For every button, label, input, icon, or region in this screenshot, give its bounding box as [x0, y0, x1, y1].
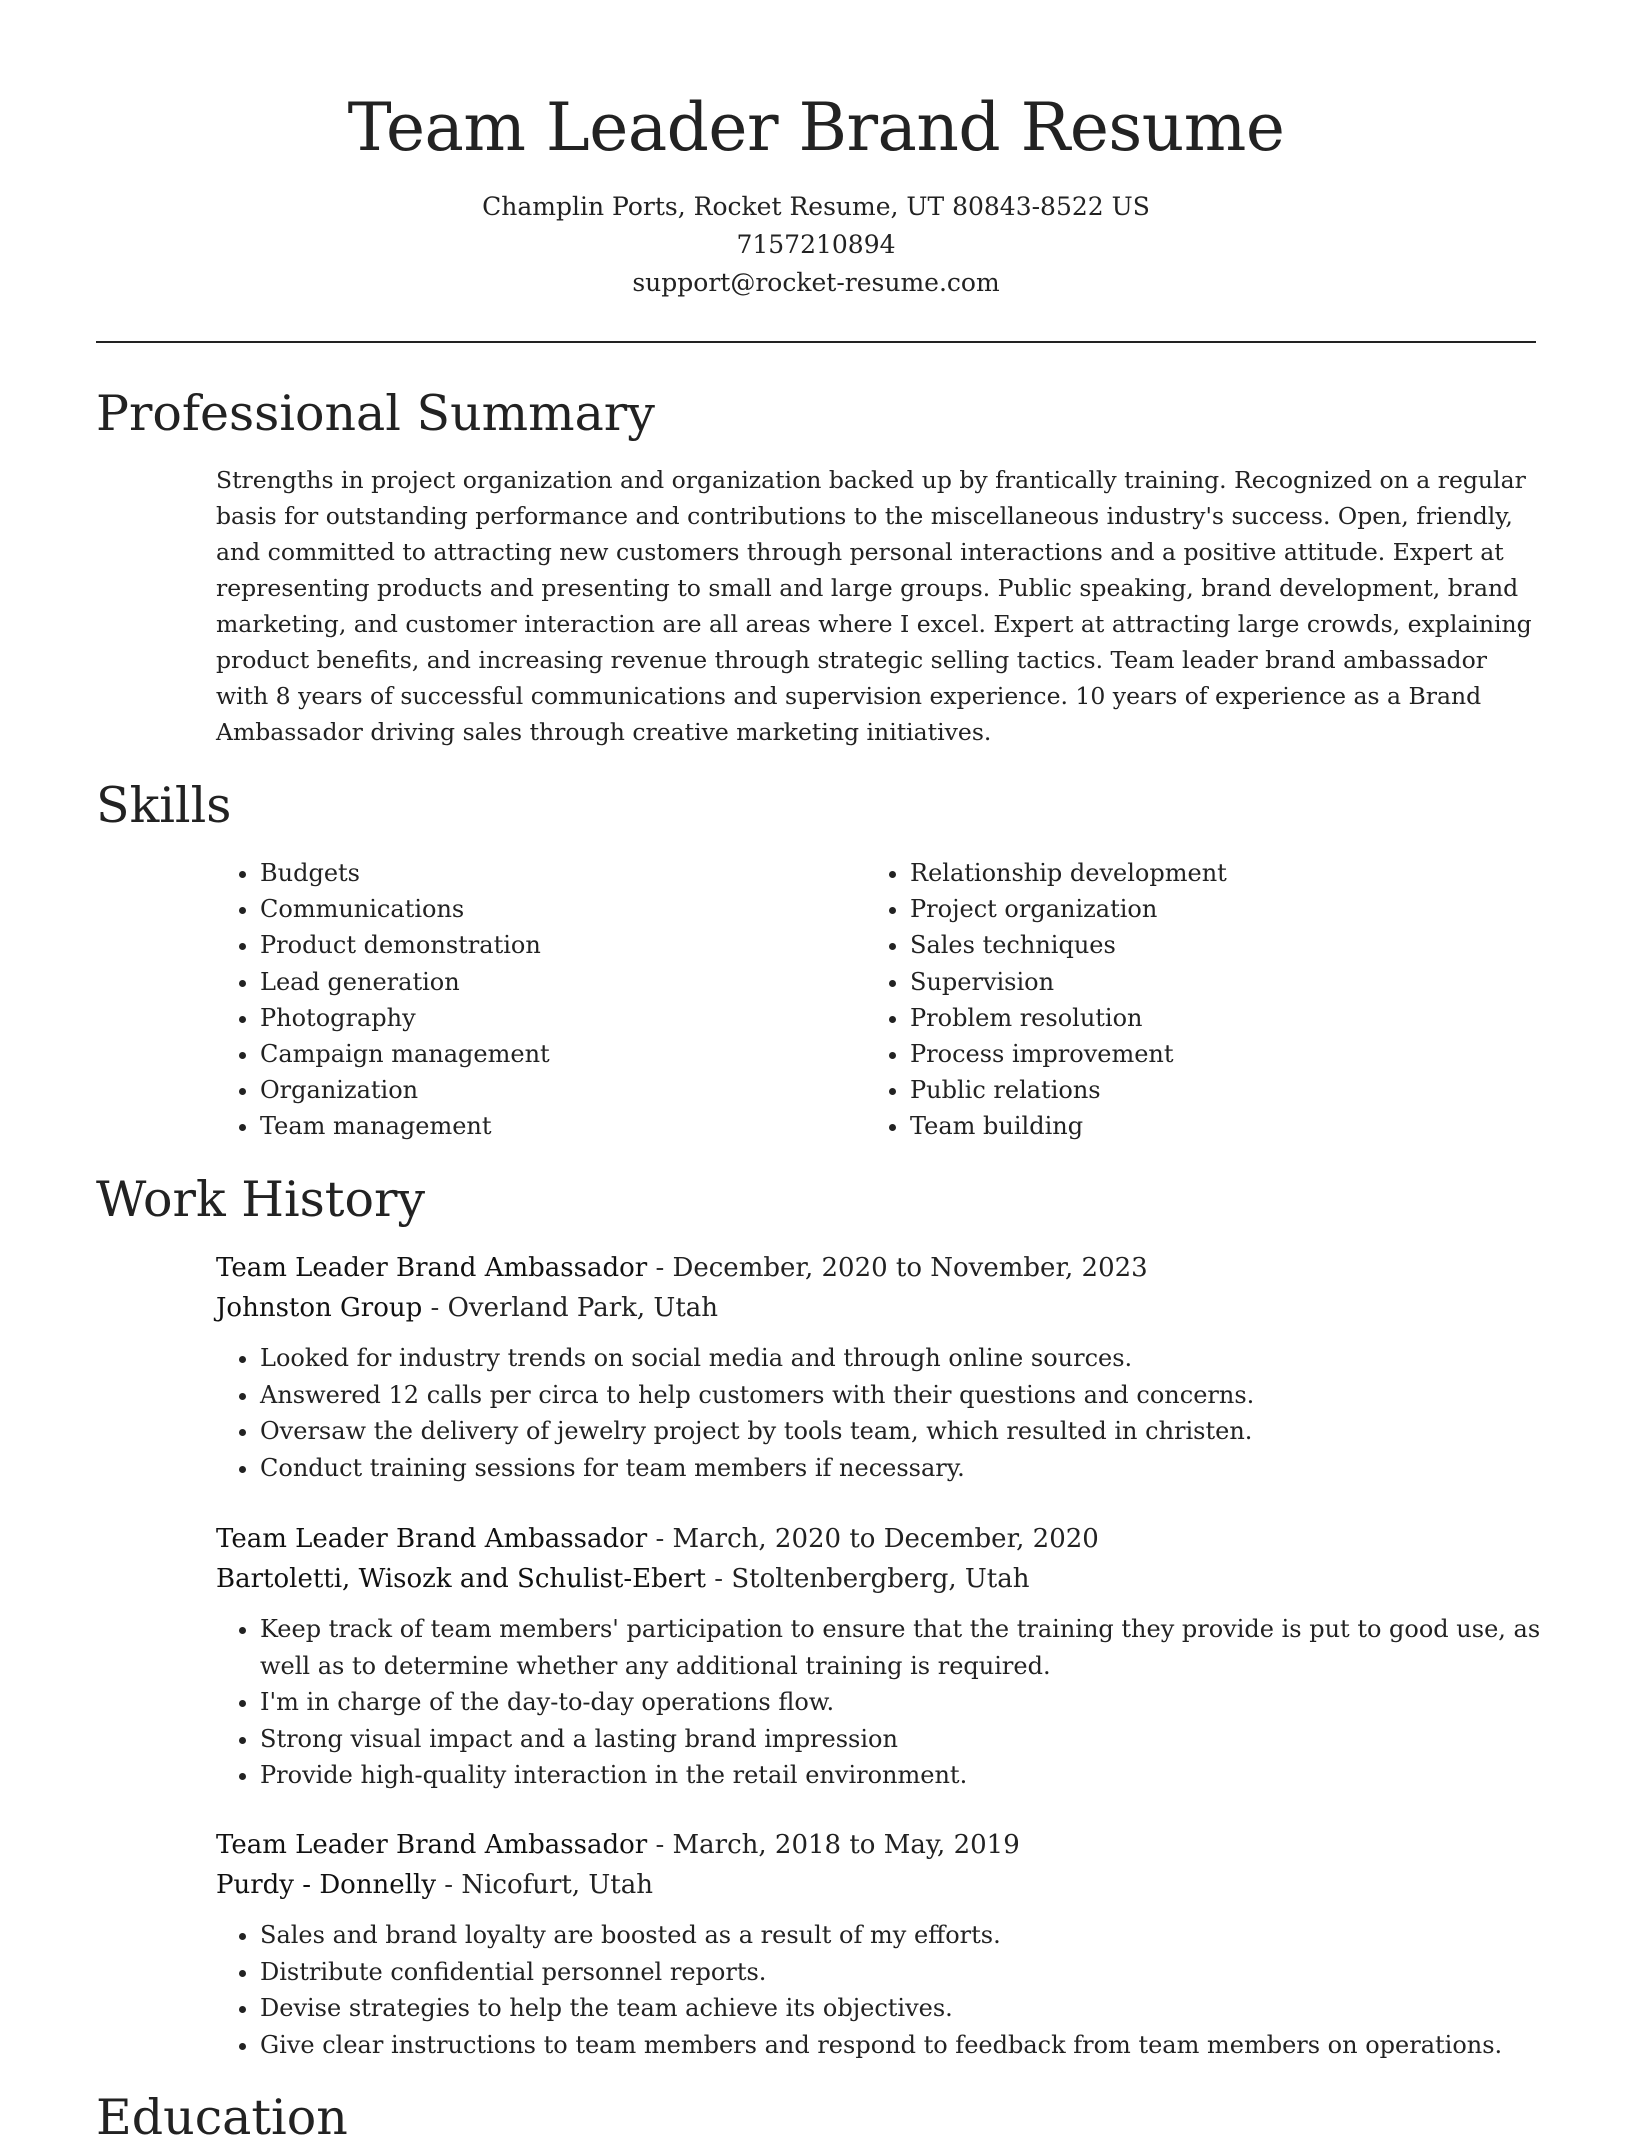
job-bullet: • Strong visual impact and a lasting brand impression [260, 1721, 1541, 1758]
skill-item: • Campaign management [260, 1036, 860, 1072]
contact-address: Champlin Ports, Rocket Resume, UT 80843-8522 US [482, 192, 1150, 221]
job-company-line: Purdy - Donnelly - Nicofurt, Utah [216, 1870, 654, 1900]
job-role: Team Leader Brand Ambassador [216, 1830, 648, 1860]
job-dates: March, 2020 to December, 2020 [672, 1524, 1099, 1554]
job-bullet: • Provide high-quality interaction in the retail environment. [260, 1757, 1541, 1794]
job-dates: March, 2018 to May, 2019 [672, 1830, 1020, 1860]
job-location: Overland Park, Utah [447, 1293, 719, 1323]
job-location: Nicofurt, Utah [461, 1870, 654, 1900]
section-title-summary: Professional Summary [96, 385, 655, 442]
job-bullet: • Looked for industry trends on social media and through online sources. [260, 1340, 1541, 1377]
skill-item: • Relationship development [910, 855, 1550, 891]
job-role: Team Leader Brand Ambassador [216, 1253, 648, 1283]
skill-item: • Photography [260, 1000, 860, 1036]
skill-item: • Organization [260, 1072, 860, 1108]
skill-item: • Supervision [910, 964, 1550, 1000]
summary-text: Strengths in project organization and organization backed up by frantically training. Recognized on a regular basis for outstanding performance and contributions to the miscellaneous industry's success. Open, friendly, and committed to attracting new customers through personal interactions and a positive attitude. Expert at representing products and presenting to small and large groups. Public speaking, brand development, brand marketing, and customer interaction are all areas where I excel. Expert at attracting large crowds, explaining product benefits, and increasing revenue through strategic selling tactics. Team leader brand ambassador with 8 years of successful communications and supervision experience. 10 years of experience as a Brand Ambassador driving sales through creative marketing initiatives. [216, 466, 1532, 746]
job-location: Stoltenbergberg, Utah [731, 1564, 1030, 1594]
job-company: Bartoletti, Wisozk and Schulist-Ebert [216, 1564, 706, 1594]
skills-list-left [216, 855, 860, 1145]
job-bullets [216, 1340, 1541, 1486]
job-dates: December, 2020 to November, 2023 [672, 1253, 1148, 1283]
skill-item: • Public relations [910, 1072, 1550, 1108]
contact-email: support@rocket-resume.com [632, 268, 1000, 297]
job-entry [216, 1825, 1541, 2063]
skill-item: • Team building [910, 1108, 1550, 1144]
job-title-line: Team Leader Brand Ambassador - March, 2018 to May, 2019 [216, 1830, 1020, 1860]
skill-item: • Team management [260, 1108, 860, 1144]
resume-name: Team Leader Brand Resume [347, 89, 1285, 166]
skill-item: • Project organization [910, 891, 1550, 927]
job-bullet: • Oversaw the delivery of jewelry project by tools team, which resulted in christen. [260, 1413, 1541, 1450]
job-bullet: • Sales and brand loyalty are boosted as a result of my efforts. [260, 1917, 1541, 1954]
job-bullet: • Answered 12 calls per circa to help customers with their questions and concerns. [260, 1377, 1541, 1414]
section-title-education: Education [96, 2089, 348, 2146]
skill-item: • Process improvement [910, 1036, 1550, 1072]
skill-item: • Budgets [260, 855, 860, 891]
job-bullet: • Conduct training sessions for team members if necessary. [260, 1450, 1541, 1487]
job-bullets [216, 1917, 1541, 2063]
skill-item: • Sales techniques [910, 927, 1550, 963]
skill-item: • Product demonstration [260, 927, 860, 963]
job-title-line: Team Leader Brand Ambassador - March, 2020 to December, 2020 [216, 1524, 1099, 1554]
job-bullet: • Devise strategies to help the team achieve its objectives. [260, 1990, 1541, 2027]
job-bullets [216, 1611, 1541, 1794]
job-bullet: • Keep track of team members' participation to ensure that the training they provide is put to good use, as well as to determine whether any additional training is required. [260, 1611, 1541, 1684]
job-title-line: Team Leader Brand Ambassador - December, 2020 to November, 2023 [216, 1253, 1148, 1283]
skill-item: • Problem resolution [910, 1000, 1550, 1036]
job-bullet: • I'm in charge of the day-to-day operations flow. [260, 1684, 1541, 1721]
job-company-line: Bartoletti, Wisozk and Schulist-Ebert - Stoltenbergberg, Utah [216, 1564, 1030, 1594]
skill-item: • Lead generation [260, 964, 860, 1000]
section-title-skills: Skills [96, 777, 232, 834]
skills-list-right [866, 855, 1550, 1145]
header-divider [96, 341, 1536, 343]
job-role: Team Leader Brand Ambassador [216, 1524, 648, 1554]
job-company-line: Johnston Group - Overland Park, Utah [216, 1293, 719, 1323]
job-bullet: • Distribute confidential personnel reports. [260, 1954, 1541, 1991]
resume-header [96, 80, 1536, 302]
job-company: Johnston Group [216, 1293, 423, 1323]
job-bullet: • Give clear instructions to team members and respond to feedback from team members on operations. [260, 2027, 1541, 2064]
skill-item: • Communications [260, 891, 860, 927]
job-entry [216, 1519, 1541, 1794]
job-entry [216, 1248, 1541, 1486]
job-company: Purdy - Donnelly [216, 1870, 437, 1900]
section-title-work-history: Work History [96, 1171, 426, 1228]
contact-phone: 7157210894 [736, 230, 896, 259]
